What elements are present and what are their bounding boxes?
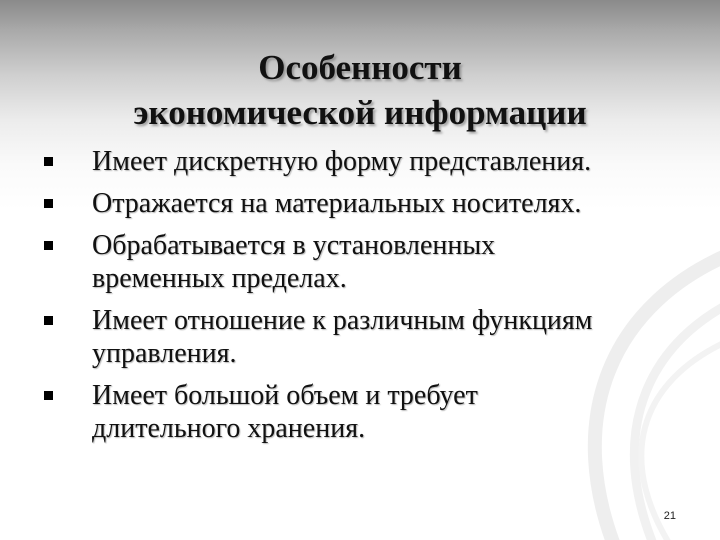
bullet-text: Имеет отношение к различным функциям [92, 305, 593, 336]
bullet-text-continued: длительного хранения. [92, 413, 366, 444]
bullet-item [40, 187, 680, 220]
slide-title-line-1: Особенности [258, 48, 462, 88]
bullet-text: Обрабатывается в установленных [92, 230, 496, 261]
bullet-text-continued: управления. [92, 338, 237, 369]
bullet-text: Имеет большой объем и требует [92, 380, 478, 411]
bullet-item [40, 145, 680, 178]
page-number: 21 [663, 510, 676, 522]
bullet-item [40, 379, 680, 445]
bullet-text-continued: временных пределах. [92, 263, 347, 294]
square-bullet-icon [44, 316, 53, 325]
bullet-text: Имеет дискретную форму представления. [92, 146, 592, 177]
slide-title [60, 45, 660, 135]
bullet-list [40, 145, 680, 445]
square-bullet-icon [44, 157, 53, 166]
bullet-text: Отражается на материальных носителях. [92, 188, 582, 219]
bullet-item [40, 229, 680, 295]
square-bullet-icon [44, 199, 53, 208]
square-bullet-icon [44, 391, 53, 400]
slide-title-line-2: экономической информации [133, 93, 587, 133]
bullet-item [40, 304, 680, 370]
square-bullet-icon [44, 241, 53, 250]
